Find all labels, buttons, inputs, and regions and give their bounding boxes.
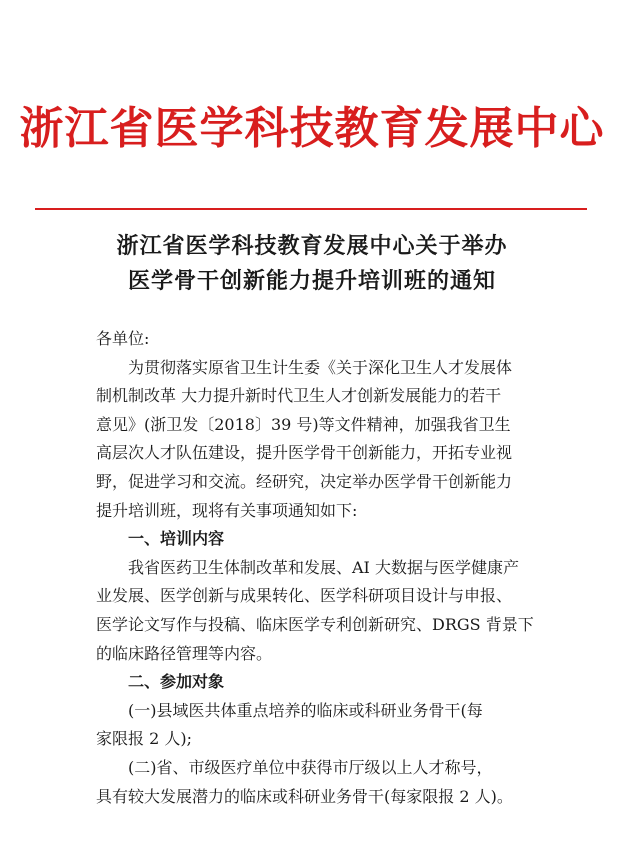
section-2-item-2-line-1: (二)省、市级医疗单位中获得市厅级以上人才称号， (128, 757, 493, 777)
intro-line-1: 为贯彻落实原省卫生计生委《关于深化卫生人才发展体 (128, 357, 513, 377)
section-1-line-2: 业发展、医学创新与成果转化、医学科研项目设计与申报、 (96, 586, 513, 606)
section-1-line-3: 医学论文写作与投稿、临床医学专利创新研究、DRGS 背景下 (96, 614, 534, 634)
section-1-line-4: 的临床路径管理等内容。 (96, 643, 273, 663)
intro-line-6: 提升培训班，现将有关事项通知如下: (96, 500, 358, 520)
section-2-item-1-line-2: 家限报 2 人); (96, 729, 192, 749)
document-title-line-1: 浙江省医学科技教育发展中心关于举办 (116, 233, 508, 259)
intro-line-3: 意见》(浙卫发〔2018〕39 号)等文件精神，加强我省卫生 (96, 414, 511, 434)
document-body (96, 325, 546, 811)
section-1-line-1: 我省医药卫生体制改革和发展、AI 大数据与医学健康产 (128, 557, 519, 577)
header-red-divider (35, 208, 587, 210)
section-2-item-1-line-1: (一)县域医共体重点培养的临床或科研业务骨干(每 (128, 700, 483, 720)
intro-line-2: 制机制改革 大力提升新时代卫生人才创新发展能力的若干 (96, 386, 502, 406)
org-header: 浙江省医学科技教育发展中心 (19, 103, 605, 154)
document-title-line-2: 医学骨干创新能力提升培训班的通知 (127, 268, 496, 294)
section-2-item-2-line-2: 具有较大发展潜力的临床或科研业务骨干(每家限报 2 人)。 (96, 786, 513, 806)
section-2-heading: 二、参加对象 (128, 672, 225, 692)
intro-line-4: 高层次人才队伍建设，提升医学骨干创新能力，开拓专业视 (96, 443, 513, 463)
intro-line-5: 野，促进学习和交流。经研究，决定举办医学骨干创新能力 (96, 471, 513, 491)
section-1-heading: 一、培训内容 (128, 529, 225, 549)
salutation: 各单位: (96, 329, 150, 348)
